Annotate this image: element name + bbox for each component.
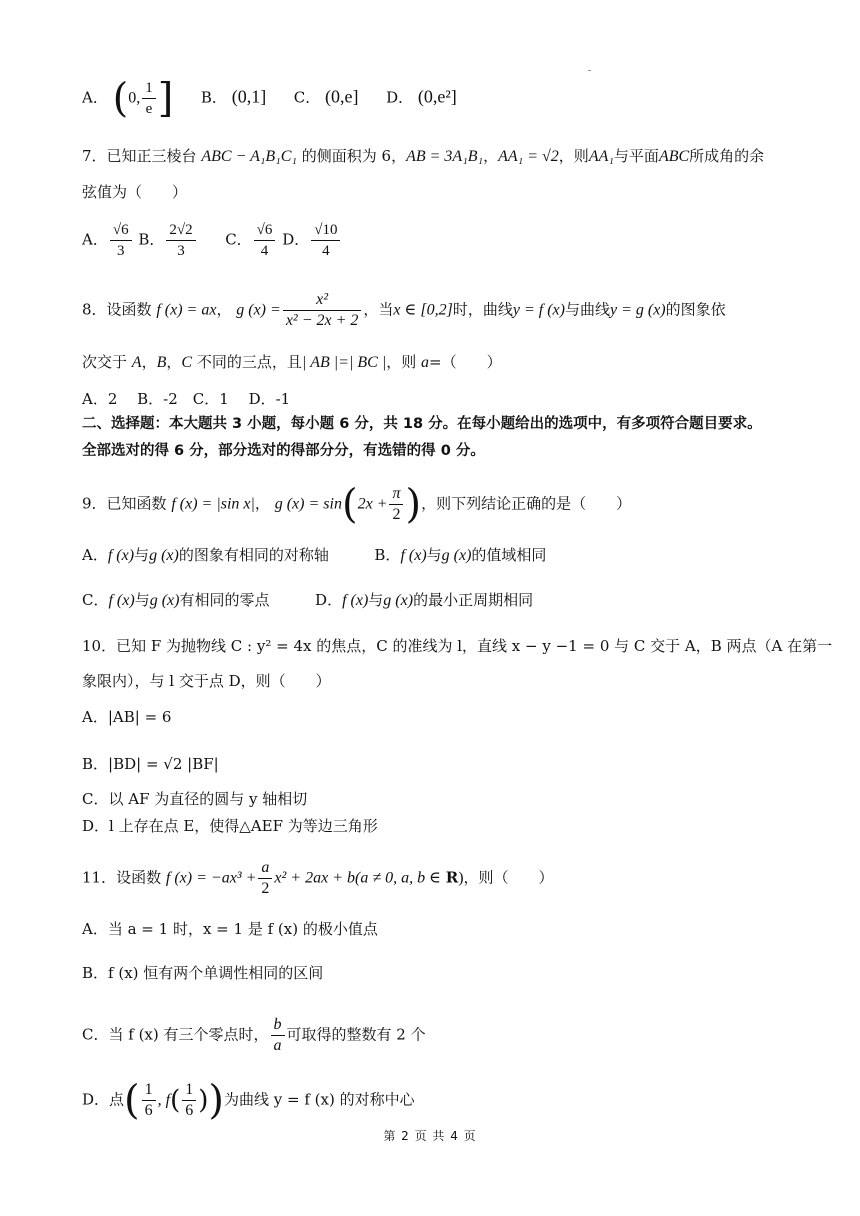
question-8-line2: 次交于 A，B，C 不同的三点，且| AB |=| BC |，则 a=（ ）	[82, 353, 502, 371]
fraction: $\frac{√6}{4}$	[254, 220, 276, 261]
option-b-label: B．	[200, 88, 227, 107]
fraction: $\frac{\text{x²}}{\text{x² − 2x + 2}}$	[283, 290, 362, 331]
q7-math: ABC − A₁B₁C₁	[201, 148, 297, 165]
scan-mark	[588, 70, 591, 71]
option-a-label: A．	[82, 88, 108, 107]
page-footer: 第 2 页 共 4 页	[383, 1129, 477, 1143]
q10-option-d: D．l 上存在点 E，使得△AEF 为等边三角形	[82, 817, 378, 835]
q10-option-c: C．以 AF 为直径的圆与 y 轴相切	[82, 790, 308, 808]
fraction: $\frac{1}{6}$	[142, 1080, 156, 1121]
q6-d-value: (0,e²]	[417, 86, 457, 107]
fraction: $\frac{1}{e}$	[142, 78, 156, 119]
q8-math: y = g (x)	[609, 301, 666, 319]
question-8-line1: 8．设函数 f (x) = ax， g (x) = $\frac{\text{x²}}{\text{x² − 2x + 2}}$ ，当x ∈ [0,2]时，曲线y = f (x)与曲线y = g (x)的图象依	[82, 291, 726, 329]
q9-options-row1: A．f (x)与g (x)的图象有相同的对称轴 B．f (x)与g (x)的值域相同	[82, 546, 547, 564]
question-9: 9．已知函数 f (x) = |sin x|， g (x) = sin(2x + $\frac{\pi}{2}$ )，则下列结论正确的是（ ）	[82, 481, 632, 528]
q7-options: A． $\frac{√6}{3}$ B． $\frac{2√2}{3}$ C． $\frac{√6}{4}$ D． $\frac{√10}{4}$	[82, 220, 342, 261]
question-7-line1: 7．已知正三棱台 ABC − A₁B₁C₁ 的侧面积为 6，AB = 3A₁B₁，AA₁ = √2，则AA₁与平面ABC所成角的余	[82, 147, 765, 165]
question-10-line2: 象限内），与 l 交于点 D，则（ ）	[82, 672, 331, 690]
fraction: $\frac{b}{a}$	[271, 1015, 285, 1056]
section-2-heading-line2: 全部选对的得 6 分，部分选对的得部分分，有选错的得 0 分。	[82, 443, 485, 459]
q11-math: f (x) = −ax³ +	[165, 869, 257, 887]
q7-math: ABC	[658, 148, 690, 165]
q6-c-value: (0,e]	[325, 86, 359, 107]
question-11: 11．设函数 f (x) = −ax³ + $\frac{a}{2}$ x² + 2ax + b(a ≠ 0, a, b ∈ R)，则（ ）	[82, 859, 554, 897]
fraction: $\frac{√10}{4}$	[311, 220, 340, 261]
option-c-label: C．	[293, 88, 321, 107]
fraction: $\frac{√6}{3}$	[110, 220, 132, 261]
q9-math: f (x) = |sin x|	[171, 495, 255, 513]
option-d-label: D．	[386, 88, 414, 107]
q9-math: g (x) = sin	[274, 495, 342, 513]
q11-option-c: C．当 f (x) 有三个零点时， $\frac{b}{a}$ 可取得的整数有 2 个	[82, 1016, 426, 1054]
q8-math: f (x) = ax	[156, 301, 217, 319]
q7-math: AA₁	[588, 148, 614, 165]
q7-math: AA₁ = √2	[498, 148, 559, 165]
q8-math: y = f (x)	[512, 301, 565, 319]
fraction: $\frac{a}{2}$	[258, 858, 272, 899]
q6-options: A． (0, $\frac{1}{e}$ ] B． (0,1] C． (0,e] D． (0,e²]	[82, 75, 457, 122]
q6-a-value: 0,	[128, 89, 141, 107]
fraction: $\frac{2√2}{3}$	[166, 220, 195, 261]
q8-math: x ∈ [0,2]	[393, 301, 453, 319]
fraction: $\frac{\pi}{2}$	[389, 484, 403, 525]
question-7-line2: 弦值为（ ）	[82, 183, 188, 201]
q11-option-d: D．点( $\frac{1}{6}$ , f( $\frac{1}{6}$ ))为曲线 y = f (x) 的对称中心	[82, 1077, 415, 1124]
q10-option-a: A．|AB| = 6	[82, 708, 172, 726]
q6-b-value: (0,1]	[231, 86, 267, 107]
section-2-heading: 二、选择题：本大题共 3 小题，每小题 6 分，共 18 分。在每小题给出的选项中，有多项符合题目要求。	[82, 416, 762, 432]
fraction: $\frac{1}{6}$	[182, 1080, 196, 1121]
q11-option-b: B．f (x) 恒有两个单调性相同的区间	[82, 964, 324, 982]
q8-options: A．2 B．-2 C．1 D．-1	[82, 390, 291, 408]
q9-options-row2: C．f (x)与g (x)有相同的零点 D．f (x)与g (x)的最小正周期相同	[82, 591, 534, 609]
q7-math: AB = 3A₁B₁	[406, 148, 484, 165]
q10-option-b: B．|BD| = √2 |BF|	[82, 755, 219, 773]
question-10-line1: 10．已知 F 为抛物线 C : y² = 4x 的焦点，C 的准线为 l，直线 x − y −1 = 0 与 C 交于 A，B 两点（A 在第一	[82, 637, 833, 655]
q8-math: g (x) =	[236, 301, 281, 319]
q11-option-a: A．当 a = 1 时，x = 1 是 f (x) 的极小值点	[82, 920, 378, 938]
